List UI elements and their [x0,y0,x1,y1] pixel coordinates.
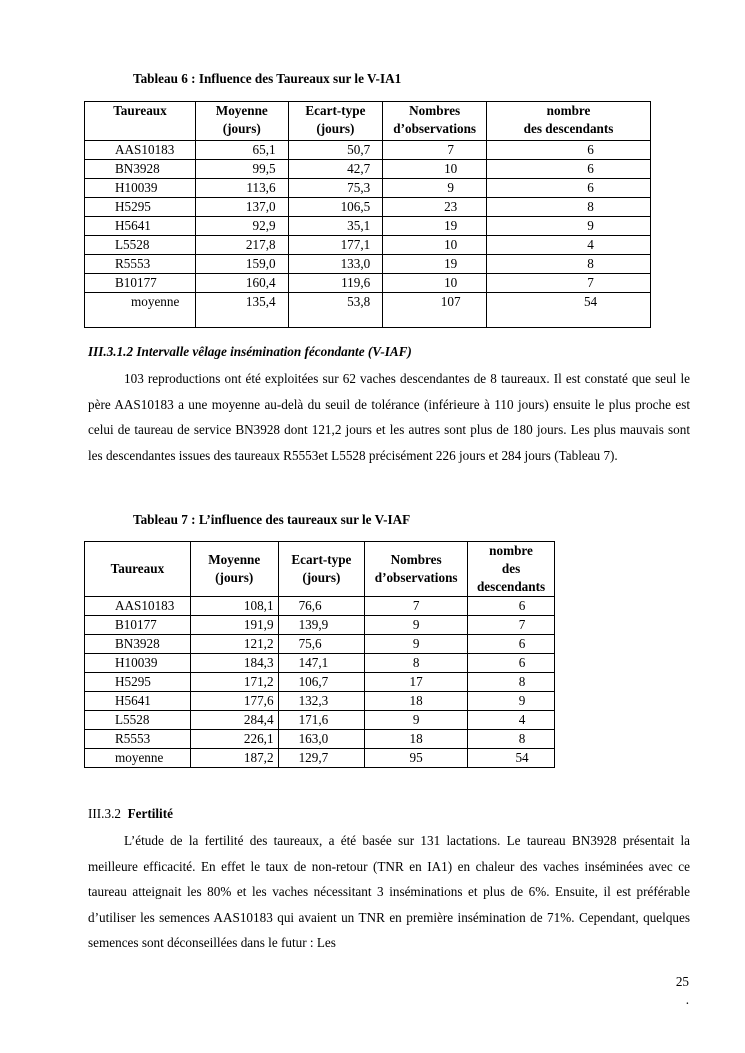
table-row [85,749,555,768]
table-cell: L5528 [85,236,196,255]
table-cell: 10 [383,236,487,255]
table-cell: 184,3 [190,654,278,673]
table-cell: 217,8 [195,236,288,255]
table-cell: moyenne [85,293,196,328]
table-cell: 18 [365,730,468,749]
table-row [85,236,651,255]
table-cell: BN3928 [85,160,196,179]
table-cell: 7 [383,141,487,160]
table-cell: 129,7 [278,749,365,768]
table7-header-row [85,542,555,597]
table-cell: 42,7 [288,160,383,179]
table-cell: AAS10183 [85,141,196,160]
table-cell: 6 [468,654,555,673]
table-cell: 177,6 [190,692,278,711]
table-row [85,217,651,236]
table-cell: 6 [468,597,555,616]
table6-header-row [85,102,651,141]
table-cell: 6 [468,635,555,654]
table-cell: 171,6 [278,711,365,730]
table-cell: 284,4 [190,711,278,730]
table-row [85,160,651,179]
table-row [85,616,555,635]
table-cell: 35,1 [288,217,383,236]
table-cell: 7 [487,274,651,293]
table-cell: 159,0 [195,255,288,274]
section-312-title: III.3.1.2 Intervalle vêlage insémination fécondante (V-IAF) [88,344,412,359]
table7-caption: Tableau 7 : L’influence des taureaux sur le V-IAF [133,512,411,527]
table6-header-moyenne: Moyenne (jours) [195,102,288,141]
table-cell: 106,5 [288,198,383,217]
table-cell: 163,0 [278,730,365,749]
table-cell: 54 [468,749,555,768]
table-cell: 8 [468,673,555,692]
table-cell: 160,4 [195,274,288,293]
table-cell: 133,0 [288,255,383,274]
table-cell: 10 [383,160,487,179]
table-cell: 9 [487,217,651,236]
table-cell: AAS10183 [85,597,191,616]
table-cell: 132,3 [278,692,365,711]
table-cell: 9 [365,711,468,730]
table-cell: 75,3 [288,179,383,198]
table7-header-observations: Nombres d’observations [365,542,468,597]
table6-header-observations: Nombres d’observations [383,102,487,141]
table6-header-descendants: nombre des descendants [487,102,651,141]
table-cell: H10039 [85,654,191,673]
table-cell: 19 [383,255,487,274]
table-row [85,179,651,198]
table-cell: 53,8 [288,293,383,328]
table7 [84,541,555,768]
table-cell: BN3928 [85,635,191,654]
table-cell: 8 [487,255,651,274]
table7-header-moyenne: Moyenne (jours) [190,542,278,597]
table-cell: 99,5 [195,160,288,179]
table-cell: 75,6 [278,635,365,654]
table-cell: 8 [468,730,555,749]
page-number-dot: . [685,992,689,1007]
table-cell: R5553 [85,730,191,749]
table6-header-taureaux: Taureaux [85,102,196,141]
table-cell: 76,6 [278,597,365,616]
table-cell: 8 [365,654,468,673]
table-cell: 9 [365,616,468,635]
table-row [85,692,555,711]
table-cell: 106,7 [278,673,365,692]
section-32-text: L’étude de la fertilité des taureaux, a été basée sur 131 lactations. Le taureau BN3928 présentait la meilleure efficacité. En effet le taux de non-retour (TNR en IA1) en chaleur des vaches inséminées avec ce taureau atteignait les 80% et les vaches nécessitant 3 inséminations et plus de 6%. Ensuite, il est préférable d’utiliser les semences AAS10183 qui avaient un TNR en première insémination de 71%. Cependant, quelques semences sont déconseillées dans le futur : Les [88,833,690,951]
table-cell: 6 [487,141,651,160]
table6-header-ecart-type: Ecart-type (jours) [288,102,383,141]
table-cell: 226,1 [190,730,278,749]
table-row [85,654,555,673]
table-cell: 191,9 [190,616,278,635]
table-cell: 119,6 [288,274,383,293]
table-cell: 8 [487,198,651,217]
table-row [85,255,651,274]
table6-caption: Tableau 6 : Influence des Taureaux sur le V-IA1 [133,71,402,86]
table-cell: H10039 [85,179,196,198]
table-cell: moyenne [85,749,191,768]
table-cell: 23 [383,198,487,217]
table-cell: 18 [365,692,468,711]
table-row [85,141,651,160]
table-cell: 113,6 [195,179,288,198]
page-number: 25 [675,974,689,989]
table-cell: 9 [365,635,468,654]
table-cell: 54 [487,293,651,328]
table-cell: 171,2 [190,673,278,692]
table-cell: 9 [383,179,487,198]
table-cell: 95 [365,749,468,768]
table-cell: 137,0 [195,198,288,217]
table-cell: 6 [487,179,651,198]
table-row [85,293,651,328]
table-cell: 10 [383,274,487,293]
section-312-paragraph [88,366,690,468]
table-cell: B10177 [85,274,196,293]
table-row [85,198,651,217]
table-cell: H5295 [85,673,191,692]
section-32-paragraph [88,828,690,956]
table-cell: 19 [383,217,487,236]
table-row [85,635,555,654]
table-cell: 4 [487,236,651,255]
section-32-number: III.3.2 [88,806,121,821]
table7-header-descendants: nombre des descendants [468,542,555,597]
table-cell: 50,7 [288,141,383,160]
section-312-text: 103 reproductions ont été exploitées sur 62 vaches descendantes de 8 taureaux. Il est constaté que seul le père AAS10183 a une moyenne au-delà du seuil de tolérance (inférieure à 110 jours) ensuite le plus proche est celui de taureau de service BN3928 dont 121,2 jours et les autres sont plus de 180 jours. Les plus mauvais sont les descendantes issues des taureaux R5553et L5528 précisément 226 jours et 284 jours (Tableau 7). [88,371,690,463]
table-cell: 7 [365,597,468,616]
table-cell: 4 [468,711,555,730]
table-cell: 147,1 [278,654,365,673]
table-cell: 7 [468,616,555,635]
table-cell: 65,1 [195,141,288,160]
table-row [85,597,555,616]
table-cell: L5528 [85,711,191,730]
table6 [84,101,651,328]
table-cell: 6 [487,160,651,179]
table-cell: 92,9 [195,217,288,236]
table-cell: 17 [365,673,468,692]
page-number-block [676,973,689,1009]
table-cell: 9 [468,692,555,711]
table-row [85,711,555,730]
table-cell: 121,2 [190,635,278,654]
table-cell: 177,1 [288,236,383,255]
table-cell: H5641 [85,217,196,236]
table-cell: H5295 [85,198,196,217]
table7-header-ecart-type: Ecart-type (jours) [278,542,365,597]
section-32-title: Fertilité [127,806,173,821]
section-32-heading [88,806,173,822]
table-cell: 108,1 [190,597,278,616]
table-cell: 187,2 [190,749,278,768]
table-row [85,730,555,749]
table-cell: R5553 [85,255,196,274]
table-cell: 135,4 [195,293,288,328]
table-cell: 107 [383,293,487,328]
table-cell: H5641 [85,692,191,711]
table-row [85,673,555,692]
table7-header-taureaux: Taureaux [85,542,191,597]
table-cell: 139,9 [278,616,365,635]
table-row [85,274,651,293]
table-cell: B10177 [85,616,191,635]
